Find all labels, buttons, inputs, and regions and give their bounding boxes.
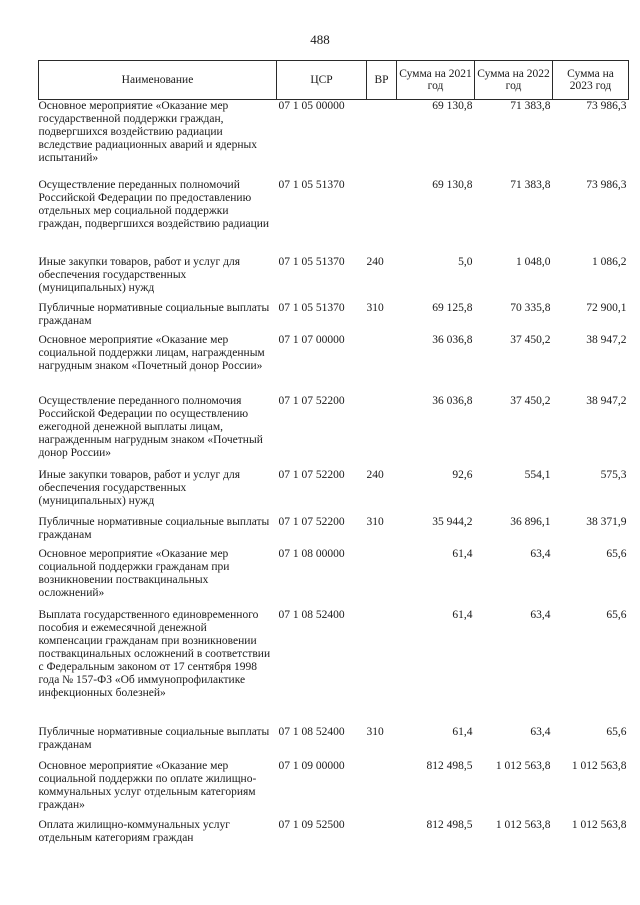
- row-sum-2023: 72 900,1: [586, 301, 627, 314]
- row-sum-2023: 1 012 563,8: [571, 818, 627, 831]
- table-row: [39, 548, 629, 609]
- row-sum-2021: 92,6: [452, 468, 473, 481]
- row-sum-2021: 61,4: [452, 608, 473, 621]
- row-sum-2022: 71 383,8: [510, 100, 551, 112]
- row-sum-2021: 36 036,8: [432, 333, 473, 346]
- table-row: [39, 760, 629, 819]
- table-row: [39, 726, 629, 760]
- row-name: Публичные нормативные социальные выплаты гражданам: [38, 515, 270, 541]
- row-sum-2021: 69 130,8: [432, 178, 473, 191]
- row-sum-2021: 812 498,5: [426, 818, 473, 831]
- row-vr: 310: [366, 725, 384, 738]
- row-sum-2022: 70 335,8: [510, 301, 551, 314]
- header-vr: ВР: [367, 61, 397, 100]
- table-row: [39, 179, 629, 256]
- row-vr: 240: [366, 255, 384, 268]
- row-sum-2022: 71 383,8: [510, 178, 551, 191]
- row-csr: 07 1 09 00000: [278, 759, 345, 772]
- row-vr: [367, 395, 397, 469]
- row-csr: 07 1 07 00000: [278, 333, 345, 346]
- row-sum-2021: 61,4: [452, 547, 473, 560]
- table-row: [39, 302, 629, 334]
- row-csr: 07 1 07 52200: [278, 394, 345, 407]
- row-csr: 07 1 08 00000: [278, 547, 345, 560]
- row-vr: [367, 100, 397, 179]
- row-vr: [367, 548, 397, 609]
- table-row: [39, 100, 629, 179]
- row-name: Иные закупки товаров, работ и услуг для обеспечения государственных (муниципальных) нужд: [38, 255, 240, 294]
- row-csr: 07 1 05 00000: [278, 100, 345, 112]
- row-sum-2023: 73 986,3: [586, 100, 627, 112]
- table-header: [39, 61, 629, 100]
- row-csr: 07 1 05 51370: [278, 178, 345, 191]
- header-sum-2022: Сумма на 2022 год: [475, 61, 553, 100]
- row-sum-2023: 65,6: [606, 608, 627, 621]
- table-row: [39, 334, 629, 395]
- row-vr: 310: [366, 515, 384, 528]
- row-sum-2021: 69 130,8: [432, 100, 473, 112]
- row-sum-2021: 5,0: [458, 255, 473, 268]
- header-sum-2021: Сумма на 2021 год: [397, 61, 475, 100]
- row-sum-2023: 65,6: [606, 725, 627, 738]
- row-csr: 07 1 08 52400: [278, 725, 345, 738]
- row-sum-2023: 1 086,2: [592, 255, 627, 268]
- row-sum-2022: 37 450,2: [510, 333, 551, 346]
- table-row: [39, 469, 629, 516]
- row-csr: 07 1 08 52400: [278, 608, 345, 621]
- row-csr: 07 1 07 52200: [278, 468, 345, 481]
- row-sum-2023: 65,6: [606, 547, 627, 560]
- row-name: Основное мероприятие «Оказание мер государственной поддержки граждан, подвергшихся воздействию радиации вследствие радиационных аварий и ядерных испытаний»: [38, 100, 257, 164]
- table-row: [39, 395, 629, 469]
- row-vr: [367, 179, 397, 256]
- row-sum-2022: 63,4: [530, 725, 551, 738]
- page-number: 488: [310, 32, 330, 47]
- row-name: Осуществление переданных полномочий Российской Федерации по предоставлению отдельных мер социальной поддержки граждан, подвергшихся воздействию радиации: [38, 178, 270, 230]
- row-name: Основное мероприятие «Оказание мер социальной поддержки по оплате жилищно-коммунальных услуг отдельным категориям граждан»: [38, 759, 257, 811]
- table-body: [39, 100, 629, 851]
- row-csr: 07 1 05 51370: [278, 255, 345, 268]
- row-vr: [367, 760, 397, 819]
- row-csr: 07 1 09 52500: [278, 818, 345, 831]
- row-sum-2023: 575,3: [600, 468, 627, 481]
- row-sum-2021: 812 498,5: [426, 759, 473, 772]
- row-sum-2021: 35 944,2: [432, 515, 473, 528]
- row-sum-2023: 38 371,9: [586, 515, 627, 528]
- row-sum-2022: 37 450,2: [510, 394, 551, 407]
- row-name: Основное мероприятие «Оказание мер социальной поддержки лицам, награжденным нагрудным знаком «Почетный донор России»: [38, 333, 265, 372]
- row-sum-2022: 554,1: [524, 468, 551, 481]
- row-sum-2022: 63,4: [530, 608, 551, 621]
- row-sum-2022: 1 012 563,8: [495, 818, 551, 831]
- row-csr: 07 1 05 51370: [278, 301, 345, 314]
- table-row: [39, 609, 629, 726]
- row-vr: [367, 609, 397, 726]
- row-sum-2022: 1 012 563,8: [495, 759, 551, 772]
- row-sum-2023: 38 947,2: [586, 394, 627, 407]
- header-csr: ЦСР: [277, 61, 367, 100]
- row-name: Иные закупки товаров, работ и услуг для обеспечения государственных (муниципальных) нужд: [38, 468, 240, 507]
- row-vr: [367, 819, 397, 851]
- row-sum-2021: 36 036,8: [432, 394, 473, 407]
- row-sum-2021: 69 125,8: [432, 301, 473, 314]
- row-name: Осуществление переданного полномочия Российской Федерации по осуществлению ежегодной денежной выплаты лицам, награжденным нагрудным знаком «Почетный донор России»: [38, 394, 263, 459]
- row-sum-2021: 61,4: [452, 725, 473, 738]
- table-row: [39, 819, 629, 851]
- row-name: Выплата государственного единовременного пособия и ежемесячной денежной компенсации гражданам при возникновении поствакцинальных осложнений в соответствии с Федеральным законом от 17 сентября 1998 года № 157-ФЗ «Об иммунопрофилактике инфекционных болезней»: [38, 608, 271, 699]
- row-vr: [367, 334, 397, 395]
- row-name: Публичные нормативные социальные выплаты гражданам: [38, 301, 270, 327]
- budget-table: [38, 60, 629, 851]
- row-name: Публичные нормативные социальные выплаты гражданам: [38, 725, 270, 751]
- header-name: Наименование: [39, 61, 277, 100]
- row-sum-2023: 1 012 563,8: [571, 759, 627, 772]
- table-row: [39, 516, 629, 548]
- row-sum-2023: 38 947,2: [586, 333, 627, 346]
- row-name: Оплата жилищно-коммунальных услуг отдельным категориям граждан: [38, 818, 230, 844]
- header-sum-2023: Сумма на 2023 год: [553, 61, 629, 100]
- row-csr: 07 1 07 52200: [278, 515, 345, 528]
- row-vr: 240: [366, 468, 384, 481]
- table-row: [39, 256, 629, 302]
- row-sum-2022: 1 048,0: [516, 255, 551, 268]
- row-sum-2023: 73 986,3: [586, 178, 627, 191]
- row-vr: 310: [366, 301, 384, 314]
- row-sum-2022: 63,4: [530, 547, 551, 560]
- row-name: Основное мероприятие «Оказание мер социальной поддержки гражданам при возникновении поствакцинальных осложнений»: [38, 547, 230, 599]
- row-sum-2022: 36 896,1: [510, 515, 551, 528]
